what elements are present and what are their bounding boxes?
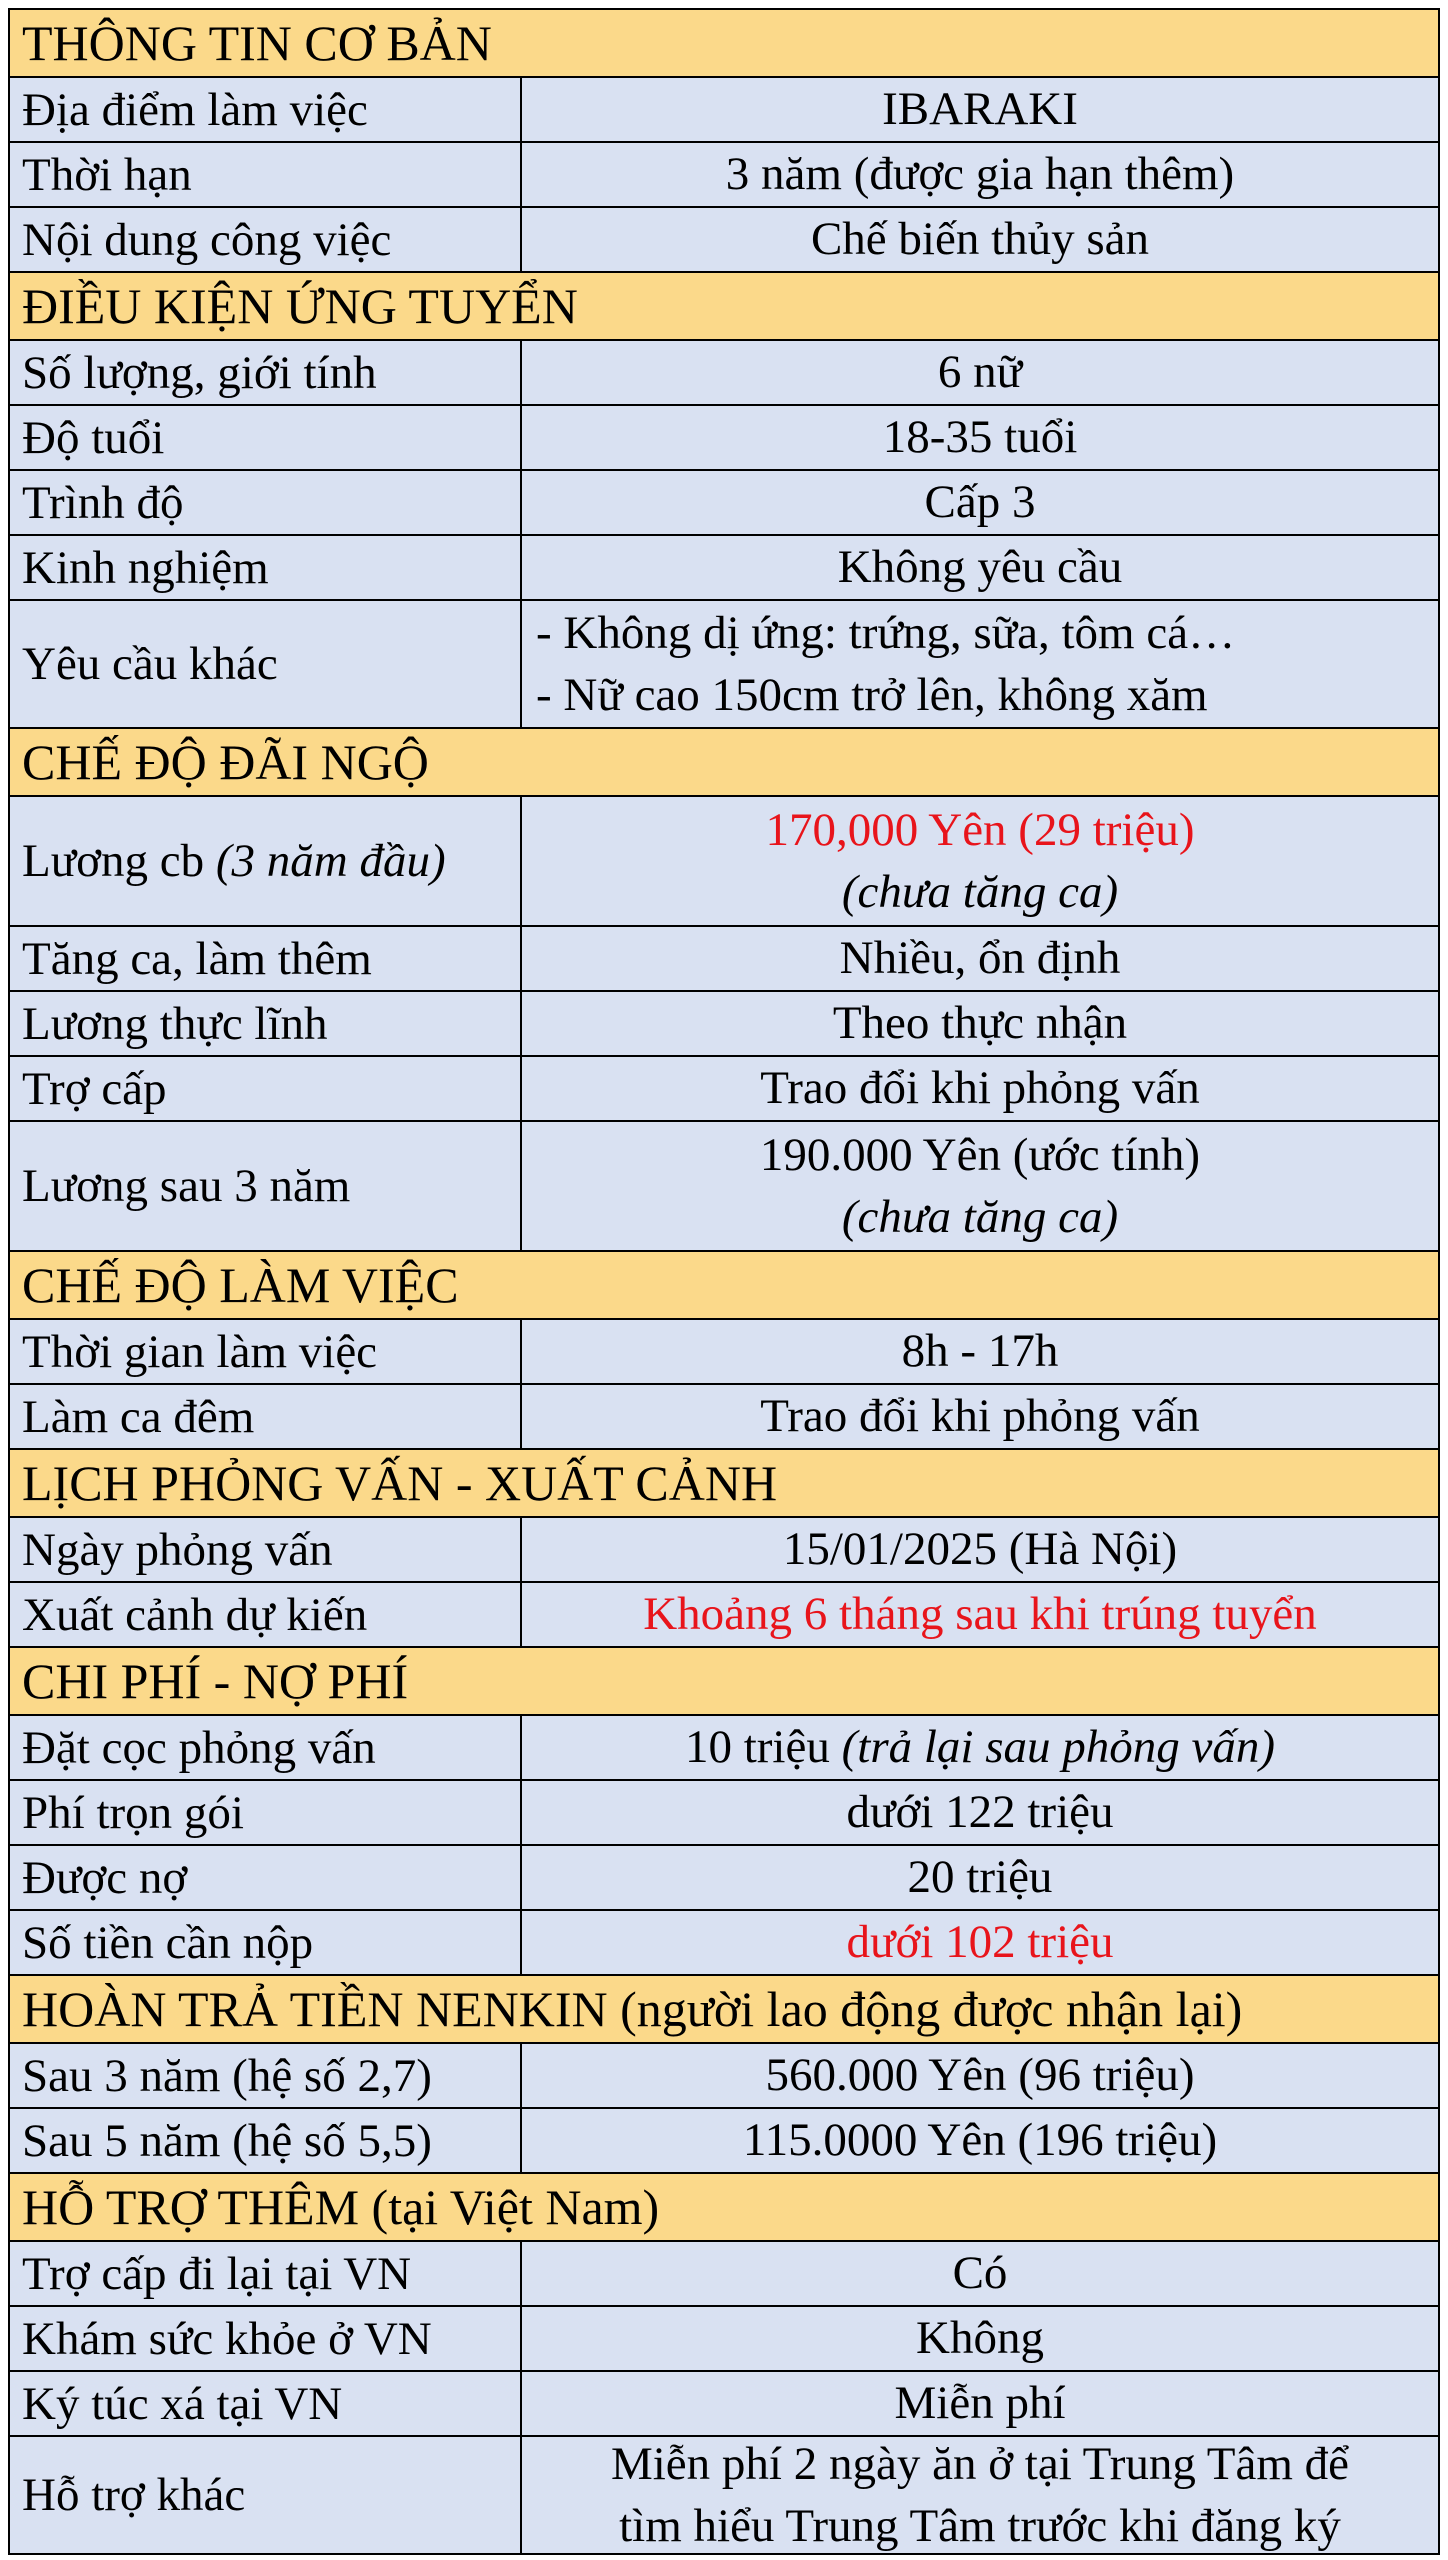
- row-label: Lương thực lĩnh: [10, 992, 522, 1055]
- row-label: Độ tuổi: [10, 406, 522, 469]
- row-label: Số tiền cần nộp: [10, 1911, 522, 1974]
- value-note: (chưa tăng ca): [841, 1191, 1119, 1243]
- section-title: CHI PHÍ - NỢ PHÍ: [22, 1653, 409, 1709]
- row-value: 6 nữ: [937, 346, 1023, 399]
- row-health-check: [8, 2305, 1440, 2372]
- deposit-note: (trả lại sau phỏng vấn): [841, 1721, 1276, 1774]
- value-line: - Nữ cao 150cm trở lên, không xăm: [536, 669, 1208, 721]
- row-value: IBARAKI: [882, 83, 1078, 136]
- row-label: Thời gian làm việc: [10, 1320, 522, 1383]
- row-value: Nhiều, ổn định: [839, 932, 1121, 985]
- label-note: (3 năm đầu): [215, 835, 446, 887]
- row-label: Địa điểm làm việc: [10, 78, 522, 141]
- row-label: Trợ cấp: [10, 1057, 522, 1120]
- row-value: Trao đổi khi phỏng vấn: [760, 1062, 1200, 1115]
- section-schedule: [8, 1448, 1440, 1518]
- row-age: [8, 404, 1440, 471]
- row-deposit: [8, 1714, 1440, 1781]
- value-line: 190.000 Yên (ước tính): [759, 1128, 1201, 1181]
- row-value: [522, 1716, 1438, 1779]
- row-value: 560.000 Yên (96 triệu): [765, 2049, 1195, 2102]
- section-title: CHẾ ĐỘ LÀM VIỆC: [22, 1257, 459, 1313]
- row-value: Chế biến thủy sản: [810, 213, 1150, 266]
- row-label: Sau 3 năm (hệ số 2,7): [10, 2044, 522, 2107]
- row-dormitory: [8, 2370, 1440, 2437]
- row-label: Làm ca đêm: [10, 1385, 522, 1448]
- row-overtime: [8, 925, 1440, 992]
- row-label: Ký túc xá tại VN: [10, 2372, 522, 2435]
- row-value: 8h - 17h: [901, 1325, 1059, 1378]
- row-label: Số lượng, giới tính: [10, 341, 522, 404]
- section-title: THÔNG TIN CƠ BẢN: [22, 15, 492, 71]
- section-benefits: [8, 727, 1440, 797]
- row-label: Kinh nghiệm: [10, 536, 522, 599]
- row-value: dưới 122 triệu: [846, 1786, 1114, 1839]
- row-allowance: [8, 1055, 1440, 1122]
- value-line: Miễn phí 2 ngày ăn ở tại Trung Tâm để: [610, 2437, 1350, 2490]
- section-title: HỖ TRỢ THÊM (tại Việt Nam): [22, 2179, 660, 2235]
- row-experience: [8, 534, 1440, 601]
- row-label: Xuất cảnh dự kiến: [10, 1583, 522, 1646]
- row-value: [522, 601, 1438, 727]
- section-title: ĐIỀU KIỆN ỨNG TUYỂN: [22, 278, 578, 334]
- row-value: dưới 102 triệu: [846, 1916, 1114, 1969]
- section-title: HOÀN TRẢ TIỀN NENKIN (người lao động được nhận lại): [22, 1981, 1243, 2037]
- row-after-3-years: [8, 2042, 1440, 2109]
- row-label: Hỗ trợ khác: [10, 2437, 522, 2553]
- row-label: [10, 797, 522, 925]
- row-label: Yêu cầu khác: [10, 601, 522, 727]
- row-after-5-years: [8, 2107, 1440, 2174]
- row-value: Theo thực nhận: [832, 997, 1128, 1050]
- row-value: 18-35 tuổi: [882, 411, 1078, 464]
- row-label: Nội dung công việc: [10, 208, 522, 271]
- row-label: Lương sau 3 năm: [10, 1122, 522, 1250]
- row-job-content: [8, 206, 1440, 273]
- section-conditions: [8, 271, 1440, 341]
- row-value: 20 triệu: [907, 1851, 1053, 1904]
- row-interview-date: [8, 1516, 1440, 1583]
- row-location: [8, 76, 1440, 143]
- row-value: 15/01/2025 (Hà Nội): [782, 1523, 1178, 1576]
- row-label: Ngày phỏng vấn: [10, 1518, 522, 1581]
- row-base-salary: [8, 795, 1440, 927]
- label-text: Lương cb: [22, 835, 205, 887]
- section-costs: [8, 1646, 1440, 1716]
- row-travel-allowance: [8, 2240, 1440, 2307]
- row-value: Cấp 3: [924, 476, 1036, 529]
- row-value: Không: [916, 2312, 1044, 2365]
- deposit-amount: 10 triệu: [684, 1721, 830, 1774]
- row-other-requirements: [8, 599, 1440, 729]
- row-quantity: [8, 339, 1440, 406]
- row-salary-after-3-years: [8, 1120, 1440, 1252]
- row-value: [522, 2437, 1438, 2553]
- row-departure: [8, 1581, 1440, 1648]
- row-education: [8, 469, 1440, 536]
- row-label: Trình độ: [10, 471, 522, 534]
- row-other-support: [8, 2435, 1440, 2555]
- row-label: Trợ cấp đi lại tại VN: [10, 2242, 522, 2305]
- section-basic-info: [8, 8, 1440, 78]
- row-value: [522, 797, 1438, 925]
- value-line: tìm hiểu Trung Tâm trước khi đăng ký: [619, 2500, 1341, 2552]
- row-value: Miễn phí: [894, 2377, 1066, 2430]
- section-nenkin: [8, 1974, 1440, 2044]
- row-package-fee: [8, 1779, 1440, 1846]
- row-duration: [8, 141, 1440, 208]
- row-value: Có: [952, 2247, 1008, 2300]
- row-label: Sau 5 năm (hệ số 5,5): [10, 2109, 522, 2172]
- row-value: Trao đổi khi phỏng vấn: [760, 1390, 1200, 1443]
- value-line: - Không dị ứng: trứng, sữa, tôm cá…: [536, 606, 1236, 659]
- row-value: 3 năm (được gia hạn thêm): [725, 148, 1235, 201]
- row-night-shift: [8, 1383, 1440, 1450]
- row-value: Khoảng 6 tháng sau khi trúng tuyển: [643, 1588, 1317, 1641]
- row-debt: [8, 1844, 1440, 1911]
- row-label: Tăng ca, làm thêm: [10, 927, 522, 990]
- row-value: 115.0000 Yên (196 triệu): [742, 2114, 1218, 2167]
- section-title: CHẾ ĐỘ ĐÃI NGỘ: [22, 734, 429, 790]
- row-label: Phí trọn gói: [10, 1781, 522, 1844]
- row-value: Không yêu cầu: [837, 541, 1123, 594]
- row-label: Khám sức khỏe ở VN: [10, 2307, 522, 2370]
- row-payable: [8, 1909, 1440, 1976]
- section-support: [8, 2172, 1440, 2242]
- salary-amount: 170,000 Yên (29 triệu): [765, 803, 1195, 856]
- row-label: Đặt cọc phỏng vấn: [10, 1716, 522, 1779]
- row-label: Được nợ: [10, 1846, 522, 1909]
- row-label: Thời hạn: [10, 143, 522, 206]
- row-value: [522, 1122, 1438, 1250]
- section-title: LỊCH PHỎNG VẤN - XUẤT CẢNH: [22, 1455, 778, 1511]
- section-work-regime: [8, 1250, 1440, 1320]
- salary-note: (chưa tăng ca): [841, 866, 1119, 918]
- row-work-hours: [8, 1318, 1440, 1385]
- row-net-salary: [8, 990, 1440, 1057]
